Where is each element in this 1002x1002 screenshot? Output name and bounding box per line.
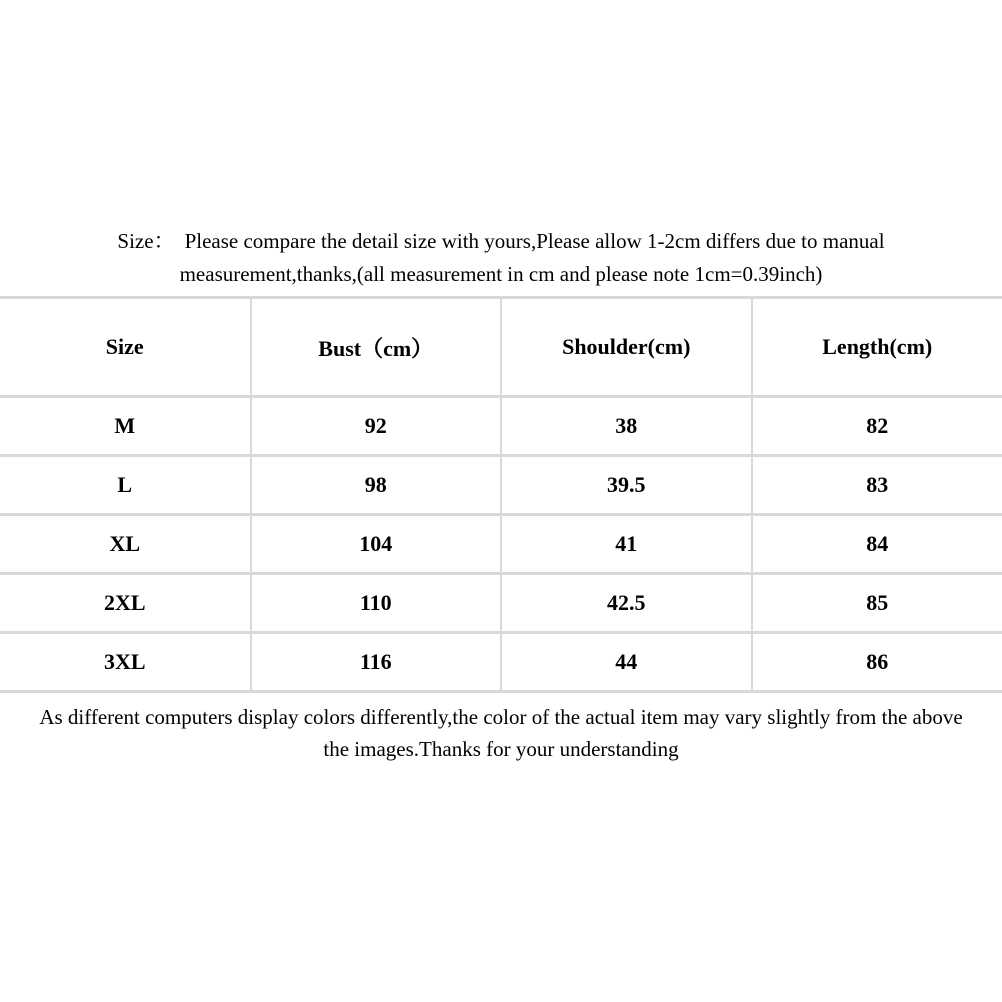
length-cell: 84 [752, 515, 1002, 574]
column-header-shoulder: Shoulder(cm) [501, 298, 752, 397]
table-row-l [0, 456, 1002, 515]
notice-line-1 [0, 225, 1002, 258]
bust-cell: 110 [251, 574, 502, 633]
table-row-2xl [0, 574, 1002, 633]
length-cell: 83 [752, 456, 1002, 515]
length-cell: 86 [752, 633, 1002, 692]
shoulder-cell: 42.5 [501, 574, 752, 633]
table-row-m [0, 397, 1002, 456]
column-header-bust: Bust（cm） [251, 298, 502, 397]
size-table-header-row [0, 298, 1002, 397]
bust-cell: 98 [251, 456, 502, 515]
size-cell: 3XL [0, 633, 251, 692]
bust-cell: 104 [251, 515, 502, 574]
bust-cell: 116 [251, 633, 502, 692]
table-row-xl [0, 515, 1002, 574]
shoulder-cell: 44 [501, 633, 752, 692]
size-table [0, 296, 1002, 693]
shoulder-cell: 38 [501, 397, 752, 456]
notice-line-2: measurement,thanks,(all measurement in cm and please note 1cm=0.39inch) [179, 262, 823, 286]
table-row-3xl [0, 633, 1002, 692]
bust-cell: 92 [251, 397, 502, 456]
notice-size-label: Size： [117, 229, 175, 253]
disclaimer-line-2: the images.Thanks for your understanding [323, 737, 679, 761]
length-cell: 85 [752, 574, 1002, 633]
notice-line-1-text: Please compare the detail size with yours,Please allow 1-2cm differs due to manual [184, 229, 885, 253]
size-cell: 2XL [0, 574, 251, 633]
column-header-size: Size [0, 298, 251, 397]
shoulder-cell: 41 [501, 515, 752, 574]
color-disclaimer [0, 701, 1002, 765]
size-cell: XL [0, 515, 251, 574]
column-header-length: Length(cm) [752, 298, 1002, 397]
size-cell: M [0, 397, 251, 456]
size-cell: L [0, 456, 251, 515]
length-cell: 82 [752, 397, 1002, 456]
disclaimer-line-1: As different computers display colors differently,the color of the actual item may vary slightly from the above [39, 705, 963, 729]
shoulder-cell: 39.5 [501, 456, 752, 515]
size-notice [0, 0, 1002, 291]
